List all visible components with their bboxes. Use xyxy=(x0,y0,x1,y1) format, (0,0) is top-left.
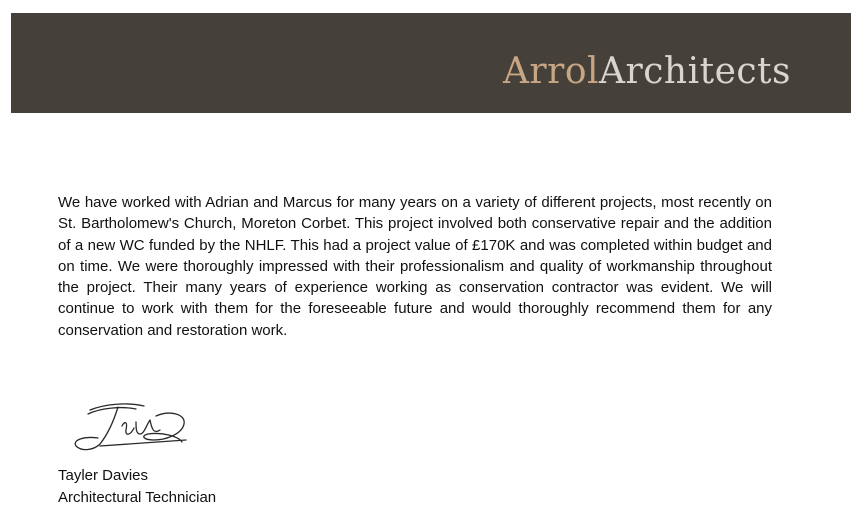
company-logo xyxy=(502,51,791,92)
logo-part-arrol: Arrol xyxy=(502,51,600,92)
signatory-name: Tayler Davies xyxy=(58,467,149,484)
signatory-title: Architectural Technician xyxy=(58,489,217,506)
logo-part-architects: Architects xyxy=(599,51,791,92)
handwritten-signature xyxy=(70,400,190,456)
testimonial-body: We have worked with Adrian and Marcus for many years on a variety of different projects, most recently on St. Bartholomew's Church, Moreton Corbet. This project involved both conservative repair and the addition of a new WC funded by the NHLF. This had a project value of £170K and was completed within budget and on time. We were thoroughly impressed with their professionalism and quality of workmanship throughout the project. Their many years of experience working as conservation contractor was evident. We will continue to work with them for the foreseeable future and would thoroughly recommend them for any conservation and restoration work. xyxy=(58,194,772,339)
signatory-block xyxy=(58,465,216,509)
letterhead-banner xyxy=(11,13,851,113)
